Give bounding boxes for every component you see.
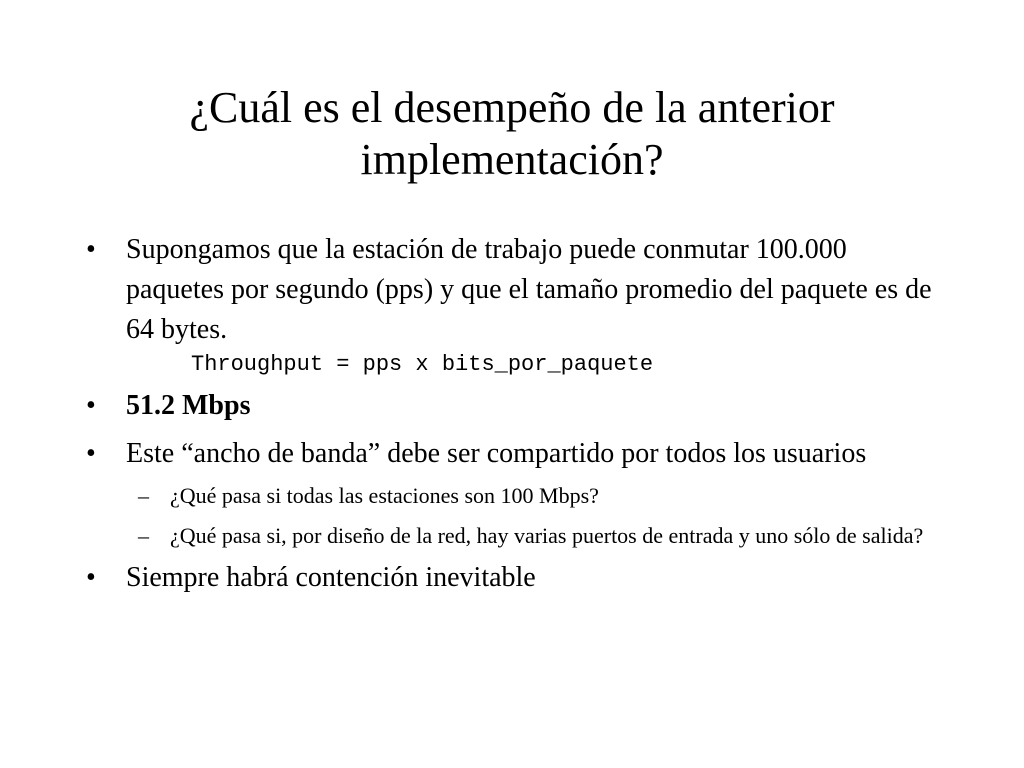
slide-body: [86, 230, 936, 598]
bullet-text-bold: 51.2 Mbps: [126, 390, 251, 421]
sub-bullet-list: [86, 480, 936, 552]
bullet-marker: •: [86, 234, 96, 265]
bullet-text: Siempre habrá contención inevitable: [126, 562, 536, 593]
slide-title: [80, 82, 944, 186]
bullet-marker: •: [86, 390, 96, 421]
bullet-marker: •: [86, 438, 96, 469]
bullet-item: [86, 558, 936, 598]
formula-code: Throughput = pps x bits_por_paquete: [191, 352, 654, 377]
bullet-marker: •: [86, 562, 96, 593]
bullet-item: [86, 230, 936, 350]
sub-bullet-item: [86, 480, 936, 512]
sub-bullet-text: ¿Qué pasa si todas las estaciones son 100 Mbps?: [170, 483, 599, 508]
sub-bullet-marker: –: [138, 523, 149, 548]
bullet-item: [86, 434, 936, 474]
title-line-1: ¿Cuál es el desempeño de la anterior: [189, 83, 835, 132]
bullet-item: [86, 386, 936, 426]
title-line-2: implementación?: [360, 135, 664, 184]
bullet-text: Este “ancho de banda” debe ser compartido por todos los usuarios: [126, 438, 867, 469]
sub-bullet-marker: –: [138, 483, 149, 508]
sub-bullet-item: [86, 520, 936, 552]
sub-bullet-text: ¿Qué pasa si, por diseño de la red, hay varias puertos de entrada y uno sólo de salida?: [170, 523, 924, 548]
bullet-text: Supongamos que la estación de trabajo puede conmutar 100.000 paquetes por segundo (pps) y que el tamaño promedio del paquete es de 64 bytes.: [126, 234, 932, 345]
